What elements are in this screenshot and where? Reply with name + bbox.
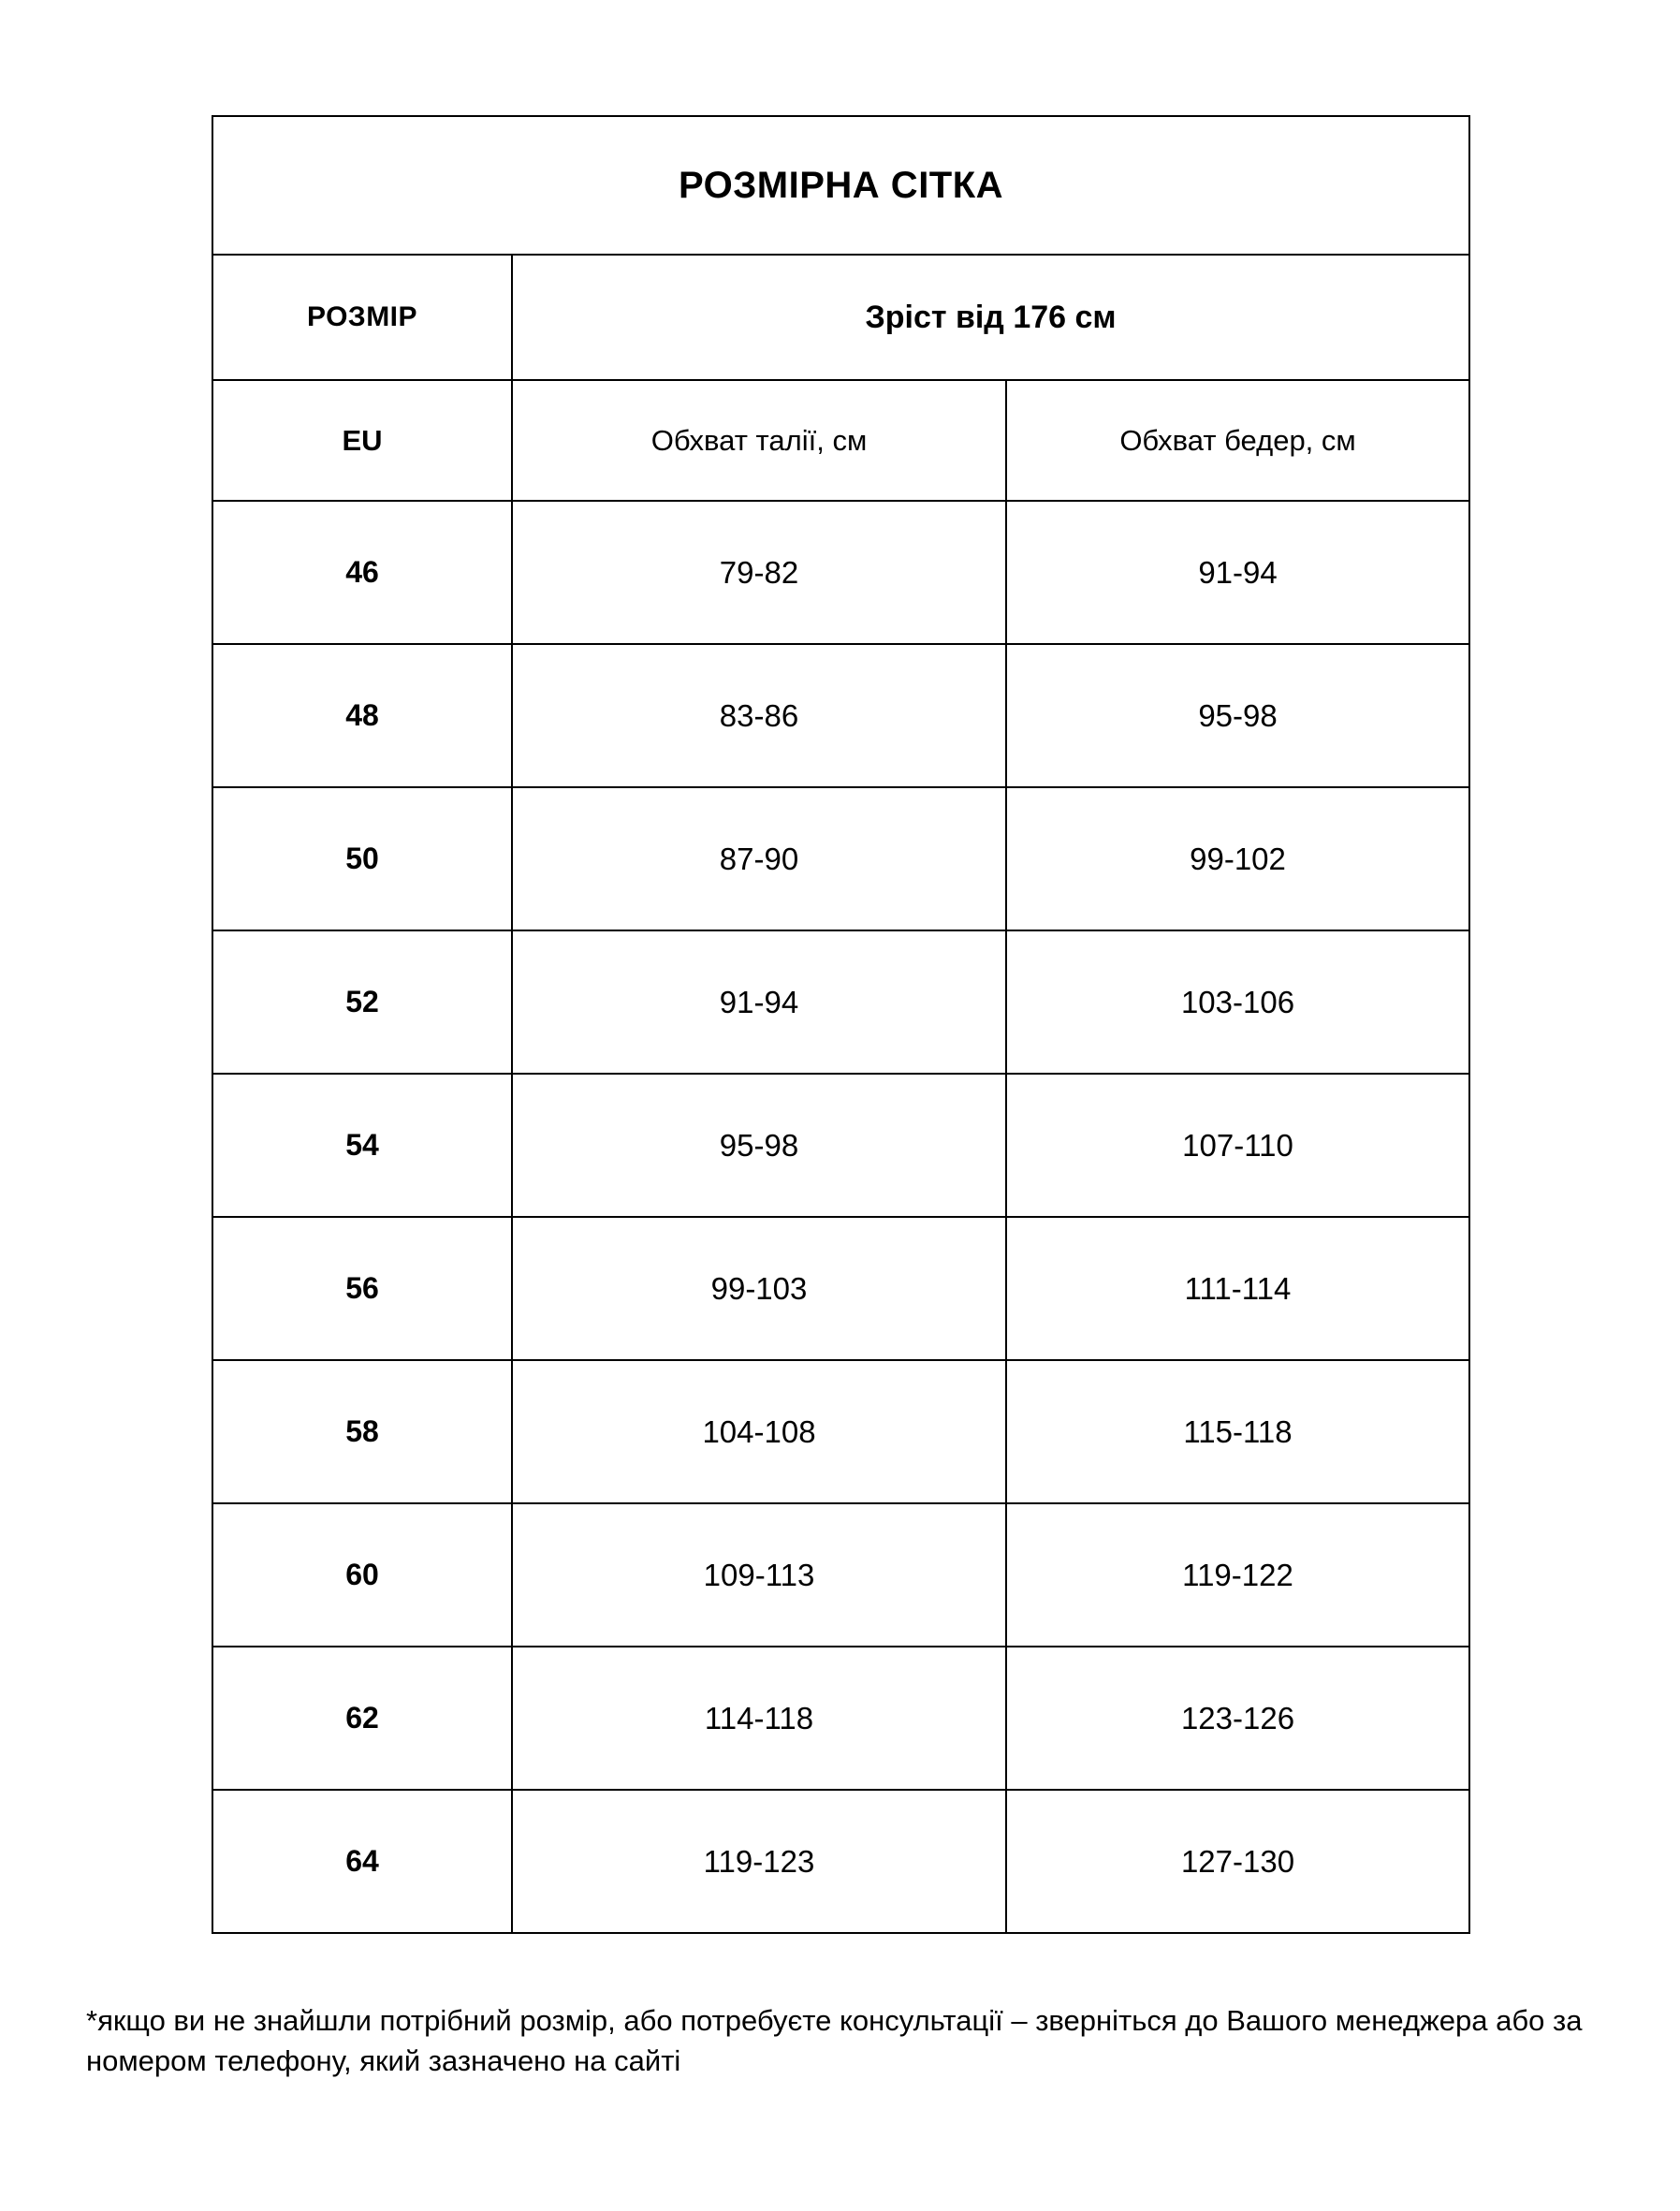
cell-waist: 99-103 xyxy=(512,1217,1006,1360)
cell-size: 46 xyxy=(212,501,512,644)
subheader-eu: EU xyxy=(212,380,512,501)
table-row xyxy=(212,1647,1469,1790)
cell-size: 56 xyxy=(212,1217,512,1360)
cell-size: 48 xyxy=(212,644,512,787)
table-header-row xyxy=(212,255,1469,380)
cell-waist: 91-94 xyxy=(512,930,1006,1074)
cell-size: 50 xyxy=(212,787,512,930)
table-row xyxy=(212,644,1469,787)
cell-size: 52 xyxy=(212,930,512,1074)
cell-size: 64 xyxy=(212,1790,512,1933)
size-chart-table xyxy=(212,115,1470,1934)
cell-hips: 123-126 xyxy=(1006,1647,1469,1790)
header-height-label: Зріст від 176 см xyxy=(512,255,1469,380)
footnote-text: *якщо ви не знайшли потрібний розмір, або потребуєте консультації – зверніться до Вашого менеджера або за номером телефону, який зазначено на сайті xyxy=(86,2004,1583,2077)
cell-hips: 99-102 xyxy=(1006,787,1469,930)
cell-waist: 95-98 xyxy=(512,1074,1006,1217)
table-row xyxy=(212,1790,1469,1933)
header-size-label: РОЗМІР xyxy=(212,255,512,380)
cell-hips: 91-94 xyxy=(1006,501,1469,644)
table-row xyxy=(212,1360,1469,1503)
cell-hips: 95-98 xyxy=(1006,644,1469,787)
cell-waist: 83-86 xyxy=(512,644,1006,787)
cell-size: 54 xyxy=(212,1074,512,1217)
cell-waist: 114-118 xyxy=(512,1647,1006,1790)
cell-hips: 115-118 xyxy=(1006,1360,1469,1503)
cell-hips: 119-122 xyxy=(1006,1503,1469,1647)
cell-waist: 104-108 xyxy=(512,1360,1006,1503)
cell-size: 60 xyxy=(212,1503,512,1647)
table-row xyxy=(212,1074,1469,1217)
cell-hips: 107-110 xyxy=(1006,1074,1469,1217)
table-row xyxy=(212,787,1469,930)
table-row xyxy=(212,930,1469,1074)
cell-hips: 111-114 xyxy=(1006,1217,1469,1360)
cell-hips: 127-130 xyxy=(1006,1790,1469,1933)
cell-hips: 103-106 xyxy=(1006,930,1469,1074)
cell-waist: 119-123 xyxy=(512,1790,1006,1933)
subheader-waist: Обхват талії, см xyxy=(512,380,1006,501)
cell-waist: 87-90 xyxy=(512,787,1006,930)
cell-size: 58 xyxy=(212,1360,512,1503)
subheader-hips: Обхват бедер, см xyxy=(1006,380,1469,501)
table-row xyxy=(212,1503,1469,1647)
cell-size: 62 xyxy=(212,1647,512,1790)
cell-waist: 109-113 xyxy=(512,1503,1006,1647)
size-chart-body xyxy=(212,116,1469,1933)
table-row xyxy=(212,1217,1469,1360)
cell-waist: 79-82 xyxy=(512,501,1006,644)
page-title: РОЗМІРНА СІТКА xyxy=(212,116,1469,255)
table-subheader-row xyxy=(212,380,1469,501)
table-row xyxy=(212,501,1469,644)
table-title-row xyxy=(212,116,1469,255)
